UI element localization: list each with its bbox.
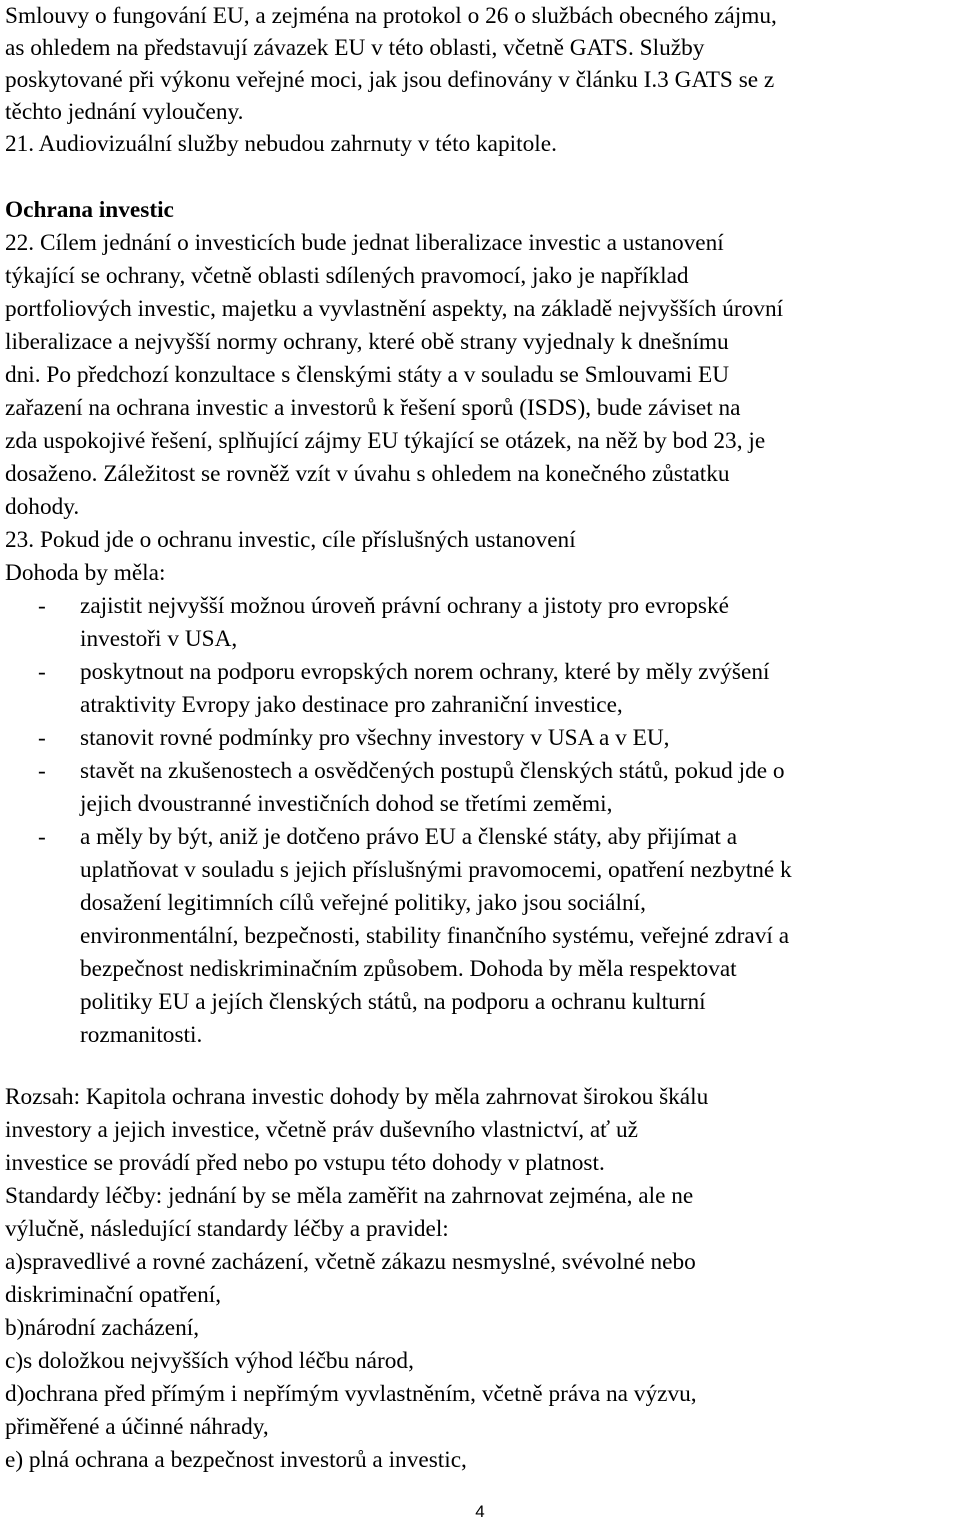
list-bullet: - <box>38 725 46 751</box>
text-line: dni. Po předchozí konzultace s členskými státy a v souladu se Smlouvami EU <box>5 362 730 388</box>
text-line: týkající se ochrany, včetně oblasti sdílených pravomocí, jako je například <box>5 263 689 289</box>
list-item: stanovit rovné podmínky pro všechny investory v USA a v EU, <box>80 725 670 751</box>
list-item-continuation: uplatňovat v souladu s jejich příslušnými pravomocemi, opatření nezbytné k <box>80 857 792 883</box>
list-bullet: - <box>38 593 46 619</box>
text-line: e) plná ochrana a bezpečnost investorů a investic, <box>5 1447 467 1473</box>
list-item: a měly by být, aniž je dotčeno právo EU a členské státy, aby přijímat a <box>80 824 738 850</box>
list-item-continuation: investoři v USA, <box>80 626 238 652</box>
list-item: zajistit nejvyšší možnou úroveň právní ochrany a jistoty pro evropské <box>80 593 729 619</box>
list-item-continuation: bezpečnost nediskriminačním způsobem. Dohoda by měla respektovat <box>80 956 737 982</box>
text-line: 23. Pokud jde o ochranu investic, cíle příslušných ustanovení <box>5 527 576 553</box>
list-item-continuation: rozmanitosti. <box>80 1022 203 1048</box>
section-heading: Ochrana investic <box>5 197 174 223</box>
text-line: přiměřené a účinné náhrady, <box>5 1414 269 1440</box>
text-line: zařazení na ochrana investic a investorů k řešení sporů (ISDS), bude záviset na <box>5 395 741 421</box>
text-line: investice se provádí před nebo po vstupu této dohody v platnost. <box>5 1150 605 1176</box>
text-line: a)spravedlivé a rovné zacházení, včetně zákazu nesmyslné, svévolné nebo <box>5 1249 696 1275</box>
text-line: poskytované při výkonu veřejné moci, jak jsou definovány v článku I.3 GATS se z <box>5 67 775 93</box>
text-line: výlučně, následující standardy léčby a pravidel: <box>5 1216 449 1242</box>
text-line: investory a jejich investice, včetně práv duševního vlastnictví, ať už <box>5 1117 638 1143</box>
text-line: b)národní zacházení, <box>5 1315 200 1341</box>
text-line: as ohledem na představují závazek EU v této oblasti, včetně GATS. Služby <box>5 35 705 61</box>
list-item-continuation: politiky EU a jejích členských států, na podporu a ochranu kulturní <box>80 989 706 1015</box>
list-item-continuation: dosažení legitimních cílů veřejné politiky, jako jsou sociální, <box>80 890 646 916</box>
text-line: zda uspokojivé řešení, splňující zájmy EU týkající se otázek, na něž by bod 23, je <box>5 428 766 454</box>
list-item-continuation: environmentální, bezpečnosti, stability finančního systému, veřejné zdraví a <box>80 923 790 949</box>
text-line: těchto jednání vyloučeny. <box>5 99 244 125</box>
text-line: Standardy léčby: jednání by se měla zaměřit na zahrnovat zejména, ale ne <box>5 1183 694 1209</box>
text-line: dosaženo. Záležitost se rovněž vzít v úvahu s ohledem na konečného zůstatku <box>5 461 730 487</box>
list-bullet: - <box>38 659 46 685</box>
list-item: poskytnout na podporu evropských norem ochrany, které by měly zvýšení <box>80 659 770 685</box>
text-line: liberalizace a nejvyšší normy ochrany, které obě strany vyjednaly k dnešnímu <box>5 329 729 355</box>
text-line: portfoliových investic, majetku a vyvlastnění aspekty, na základě nejvyšších úrovní <box>5 296 784 322</box>
list-bullet: - <box>38 758 46 784</box>
list-item: stavět na zkušenostech a osvědčených postupů členských států, pokud jde o <box>80 758 785 784</box>
text-line: 21. Audiovizuální služby nebudou zahrnuty v této kapitole. <box>5 131 557 157</box>
text-line: 22. Cílem jednání o investicích bude jednat liberalizace investic a ustanovení <box>5 230 724 256</box>
list-item-continuation: jejich dvoustranné investičních dohod se třetími zeměmi, <box>80 791 613 817</box>
list-bullet: - <box>38 824 46 850</box>
text-line: diskriminační opatření, <box>5 1282 222 1308</box>
text-line: Dohoda by měla: <box>5 560 166 586</box>
text-line: d)ochrana před přímým i nepřímým vyvlastněním, včetně práva na výzvu, <box>5 1381 697 1407</box>
text-line: Smlouvy o fungování EU, a zejména na protokol o 26 o službách obecného zájmu, <box>5 3 777 29</box>
page-number: 4 <box>475 1502 485 1521</box>
list-item-continuation: atraktivity Evropy jako destinace pro zahraniční investice, <box>80 692 623 718</box>
text-line: dohody. <box>5 494 80 520</box>
text-line: Rozsah: Kapitola ochrana investic dohody by měla zahrnovat širokou škálu <box>5 1084 709 1110</box>
text-line: c)s doložkou nejvyšších výhod léčbu národ, <box>5 1348 414 1374</box>
